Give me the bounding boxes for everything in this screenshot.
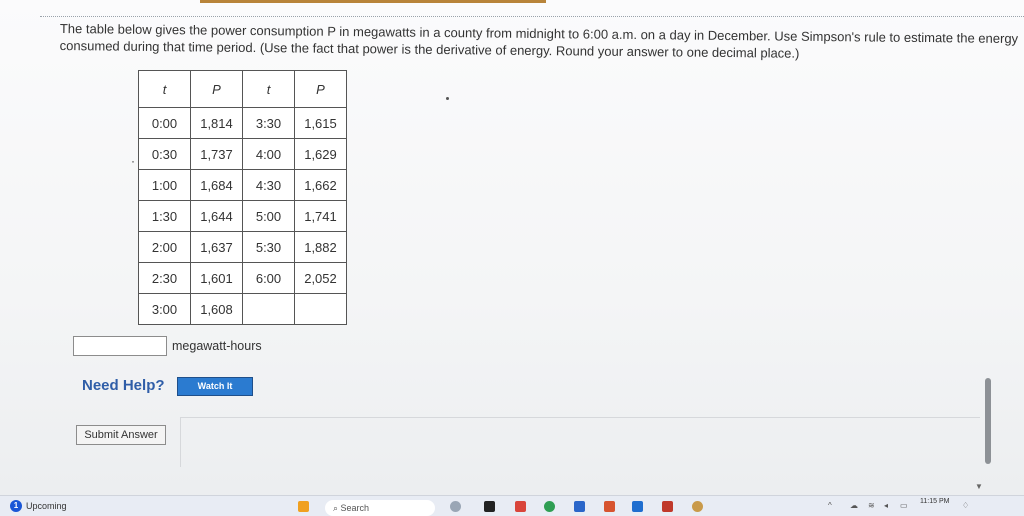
table-row [139,139,347,170]
margin-dot: · [131,154,135,168]
table-cell: 1:30 [139,201,191,232]
table-row [139,170,347,201]
scroll-down-arrow[interactable]: ▼ [975,482,983,491]
app-icon[interactable] [692,501,703,512]
header-p-1: P [191,71,243,108]
app-icon[interactable] [604,501,615,512]
table-cell: 0:30 [139,139,191,170]
top-divider [40,16,1024,17]
battery-icon[interactable]: ▭ [900,501,908,510]
os-taskbar [0,495,1024,516]
app-icon[interactable] [632,501,643,512]
question-text: The table below gives the power consumption P in megawatts in a county from midnight to 6:00 a.m. on a day in December. Use Simpson's rule to estimate the energy consumed during that time period. (Use the fact that power is the derivative of energy. Round your answer to one decimal place.) [59,20,1019,61]
upcoming-label: Upcoming [26,501,67,511]
response-divider [180,417,980,418]
table-row [139,294,347,325]
table-cell: 5:00 [243,201,295,232]
table-cell: 4:00 [243,139,295,170]
search-placeholder: Search [340,503,370,513]
table-cell: 1,644 [191,201,243,232]
table-cell: 1,601 [191,263,243,294]
table-cell: 1,684 [191,170,243,201]
wifi-icon[interactable]: ≋ [868,501,875,510]
volume-icon[interactable]: ◂ [884,501,889,510]
table-cell [295,294,347,325]
table-row [139,263,347,294]
app-icon[interactable] [662,501,673,512]
power-table [138,70,347,325]
table-cell: 5:30 [243,232,295,263]
table-header-row [139,71,347,108]
edge-browser-icon[interactable] [544,501,555,512]
header-t-2: t [243,71,295,108]
table-row [139,108,347,139]
table-cell [243,294,295,325]
table-cell: 1,737 [191,139,243,170]
table-cell: 1,637 [191,232,243,263]
header-p-2: P [295,71,347,108]
taskbar-clock[interactable]: 11:15 PM [920,498,950,505]
answer-unit-label: megawatt-hours [172,339,262,353]
upcoming-count-badge: 1 [10,500,22,512]
task-view-icon[interactable] [484,501,495,512]
notification-bell-icon[interactable]: ♢ [962,501,970,510]
mouse-cursor-dot [446,97,449,100]
start-icon[interactable] [298,501,309,512]
app-icon[interactable] [515,501,526,512]
table-cell: 1:00 [139,170,191,201]
search-icon: ⌕ [333,503,341,513]
table-cell: 1,741 [295,201,347,232]
submit-answer-button[interactable]: Submit Answer [76,425,166,445]
header-t-1: t [139,71,191,108]
app-icon[interactable] [450,501,461,512]
table-cell: 3:00 [139,294,191,325]
response-divider-vertical [180,417,181,467]
table-cell: 1,615 [295,108,347,139]
table-row [139,201,347,232]
taskbar-search[interactable] [325,500,435,516]
table-cell: 3:30 [243,108,295,139]
table-cell: 1,662 [295,170,347,201]
table-cell: 1,882 [295,232,347,263]
table-cell: 2,052 [295,263,347,294]
table-cell: 0:00 [139,108,191,139]
cloud-icon[interactable]: ☁ [850,501,858,510]
table-cell: 6:00 [243,263,295,294]
table-cell: 2:30 [139,263,191,294]
table-cell: 1,814 [191,108,243,139]
watch-it-button[interactable]: Watch It [177,377,253,396]
table-cell: 2:00 [139,232,191,263]
top-accent-bar [200,0,546,3]
scrollbar-thumb[interactable] [985,378,991,464]
upcoming-widget[interactable] [10,500,67,512]
need-help-label: Need Help? [82,377,165,394]
app-icon[interactable] [574,501,585,512]
table-row [139,232,347,263]
table-cell: 4:30 [243,170,295,201]
answer-input[interactable] [73,336,167,356]
chevron-up-icon[interactable]: ^ [828,501,832,510]
table-cell: 1,629 [295,139,347,170]
table-cell: 1,608 [191,294,243,325]
